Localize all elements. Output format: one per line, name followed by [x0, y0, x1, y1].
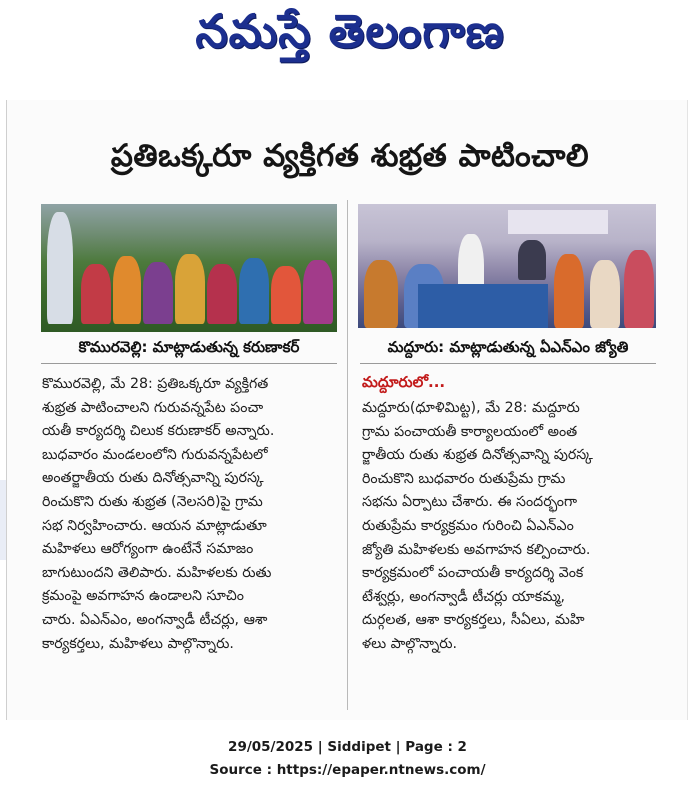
body-line: సభ నిర్వహించారు. ఆయన మాట్లాడుతూ — [42, 517, 267, 534]
photo-banner — [508, 210, 608, 234]
body-line: బుధవారం మండలంలోని గురువన్నపేటలో — [42, 446, 268, 463]
photo-figure — [81, 264, 111, 324]
body-line: రుతుప్రేమ కార్యక్రమం గురించి ఏఎన్ఎం — [362, 517, 574, 534]
photo-figure — [303, 260, 333, 324]
body-line: యతీ కార్యదర్శి చిలుక కరుణాకర్ అన్నారు. — [42, 423, 275, 440]
photo-village-meeting — [41, 204, 337, 332]
body-line: బాగుటుందని తెలిపారు. మహిళలకు రుతు — [42, 564, 272, 581]
photo-table — [418, 284, 548, 328]
body-line: జ్యోతి మహిళలకు అవగాహన కల్పించారు. — [362, 541, 591, 558]
masthead — [0, 0, 695, 80]
body-line: శుభ్రత పాటించాలని గురువన్నపేట పంచా — [42, 399, 264, 416]
photo-figure — [554, 254, 584, 328]
photo-figure — [271, 266, 301, 324]
body-line: కార్యక్రమంలో పంచాయతీ కార్యదర్శి వెంక — [362, 565, 584, 582]
column-divider — [347, 200, 348, 710]
page-edge-strip — [0, 480, 6, 560]
page-footer — [0, 736, 695, 782]
photo-figure — [143, 262, 173, 324]
article-body-left — [42, 373, 340, 656]
body-line: క్రమంపై అవగాహన ఉండాలని సూచిం — [42, 588, 244, 605]
photo-figure — [113, 256, 141, 324]
body-line: కార్యకర్తలు, మహిళలు పాల్గొన్నారు. — [42, 635, 234, 652]
section-subhead: మద్దూరులో... — [362, 373, 446, 391]
body-line: కొమురవెల్లి, మే 28: ప్రతిఒక్కరూ వ్యక్తిగత — [42, 376, 269, 392]
photo-panchayat-meeting — [358, 204, 656, 328]
body-line: మద్దూరు(ధూళిమిట్ట), మే 28: మద్దూరు — [362, 400, 580, 416]
body-line: చారు. ఏఎన్ఎం, అంగన్వాడీ టీచర్లు, ఆశా — [42, 611, 268, 628]
body-line: మహిళలు ఆరోగ్యంగా ఉంటేనే సమాజం — [42, 541, 254, 558]
body-line: దుర్గలత, ఆశా కార్యకర్తలు, సీఏలు, మహి — [362, 612, 585, 629]
body-line: అంతర్జాతీయ రుతు దినోత్సవాన్ని పురస్క — [42, 470, 264, 487]
article-headline: ప్రతిఒక్కరూ వ్యక్తిగత శుభ్రత పాటించాలి — [110, 138, 590, 174]
body-line: గ్రామ పంచాయతీ కార్యాలయంలో అంత — [362, 423, 578, 440]
photo-caption-left: కొమురవెల్లి: మాట్లాడుతున్న కరుణాకర్ — [41, 338, 337, 364]
photo-figure — [590, 260, 620, 328]
photo-figure — [624, 250, 654, 328]
body-line: ర్జాతీయ రుతు శుభ్రత దినోత్సవాన్ని పురస్క — [362, 447, 593, 464]
photo-figure — [518, 240, 546, 280]
body-line: రించుకొని బుధవారం రుతుప్రేమ గ్రామ — [362, 470, 566, 487]
photo-caption-right: మద్దూరు: మాట్లాడుతున్న ఏఎన్ఎం జ్యోతి — [360, 338, 656, 364]
source-link[interactable]: Source : https://epaper.ntnews.com/ — [209, 762, 486, 778]
newspaper-logo: నమస్తే తెలంగాణ — [195, 4, 505, 58]
photo-figure — [207, 264, 237, 324]
photo-figure — [175, 254, 205, 324]
edition-meta: 29/05/2025 | Siddipet | Page : 2 — [228, 739, 467, 755]
body-line: సభను ఏర్పాటు చేశారు. ఈ సందర్భంగా — [362, 494, 578, 511]
photo-figure — [47, 212, 73, 324]
body-line: రించుకొని రుతు శుభ్రత (నెలసరి)పై గ్రామ — [42, 493, 263, 510]
body-line: టేశ్వర్లు, అంగన్వాడీ టీచర్లు యాకమ్మ, — [362, 588, 566, 605]
body-line: ళలు పాల్గొన్నారు. — [362, 635, 458, 652]
article-body-right — [362, 397, 660, 657]
photo-figure — [364, 260, 398, 328]
photo-figure — [239, 258, 269, 324]
